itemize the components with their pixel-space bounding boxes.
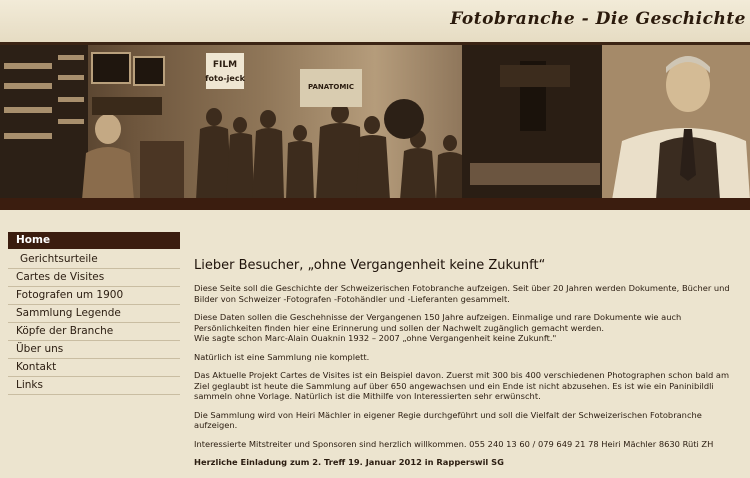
intro-paragraph: Diese Seite soll die Geschichte der Schweizerischen Fotobranche aufzeigen. Seit über 20 Jahren werden Dokumente, Bücher und Bilder von Schweizer -Fotografen -Fotohändler und -Lieferanten gesammelt. <box>194 283 730 304</box>
display-frame <box>134 57 164 85</box>
shopkeeper-head <box>95 114 121 144</box>
invitation-text: Herzliche Einladung zum 2. Treff 19. Januar 2012 in Rapperswil SG <box>194 457 504 467</box>
nav-item-koepfe-der-branche[interactable]: Köpfe der Branche <box>8 323 180 341</box>
nav-item-ueber-uns[interactable]: Über uns <box>8 341 180 359</box>
main-content <box>194 258 734 476</box>
data-paragraph-text: Diese Daten sollen die Geschehnisse der Vergangenen 150 Jahre aufzeigen. Einmalige und rare Dokumente wie auch Persönlichkeiten finden hier eine Erinnerung und sollen der Nachwelt zugänglich gemacht werden. <box>194 312 682 333</box>
quote-text: Wie sagte schon Marc-Alain Ouaknin 1932 – 2007 „ohne Vergangenheit keine Zukunft." <box>194 333 557 343</box>
display-frame <box>92 53 130 83</box>
banner-divider <box>0 198 750 210</box>
organizer-paragraph: Die Sammlung wird von Heiri Mächler in eigener Regie durchgeführt und soll die Vielfalt der Schweizerischen Fotobranche aufzeigen. <box>194 409 702 430</box>
sepia-photo-collage <box>0 45 750 203</box>
nav-item-gerichtsurteile[interactable]: Gerichtsurteile <box>8 251 180 269</box>
shopkeeper-body <box>82 147 134 200</box>
collection-note: Natürlich ist eine Sammlung nie komplett. <box>194 351 370 362</box>
project-paragraph: Das Aktuelle Projekt Cartes de Visites ist ein Beispiel davon. Zuerst mit 300 bis 400 verschiedenen Photographen schon bald am Ziel geglaubt ist heute die Sammlung auf über 650 angewachsen und ein Ende ist nicht abzusehen. Es ist wie ein Paninibildli sammeln ohne Vorlage. Natürlich ist die Mithilfe von Interessierten sehr erwünscht. <box>194 370 730 401</box>
nav-item-kontakt[interactable]: Kontakt <box>8 359 180 377</box>
top-bar <box>0 0 750 42</box>
shop-sign-text: foto-jeck <box>205 74 245 83</box>
nav-item-links[interactable]: Links <box>8 377 180 395</box>
nav-item-fotografen-um-1900[interactable]: Fotografen um 1900 <box>8 287 180 305</box>
header-banner-photo <box>0 42 750 203</box>
site-title: Fotobranche - Die Geschichte <box>450 9 746 29</box>
counter-block <box>140 141 184 199</box>
main-navigation <box>8 232 180 395</box>
enlarger-head <box>500 65 570 87</box>
page-heading: Lieber Besucher, „ohne Vergangenheit keine Zukunft“ <box>194 258 546 273</box>
panatomic-sign-text: PANATOMIC <box>307 83 355 91</box>
workbench <box>470 163 600 185</box>
display-cabinet <box>92 97 162 115</box>
round-sign <box>384 99 424 139</box>
data-paragraph <box>194 312 734 344</box>
contact-paragraph: Interessierte Mitstreiter und Sponsoren sind herzlich willkommen. 055 240 13 60 / 079 649 21 78 Heiri Mächler 8630 Rüti ZH <box>194 438 714 449</box>
film-sign-text: FILM <box>212 60 238 70</box>
nav-item-sammlung-legende[interactable]: Sammlung Legende <box>8 305 180 323</box>
nav-item-cartes-de-visites[interactable]: Cartes de Visites <box>8 269 180 287</box>
film-sign <box>206 53 244 89</box>
nav-item-home[interactable]: Home <box>8 232 180 249</box>
